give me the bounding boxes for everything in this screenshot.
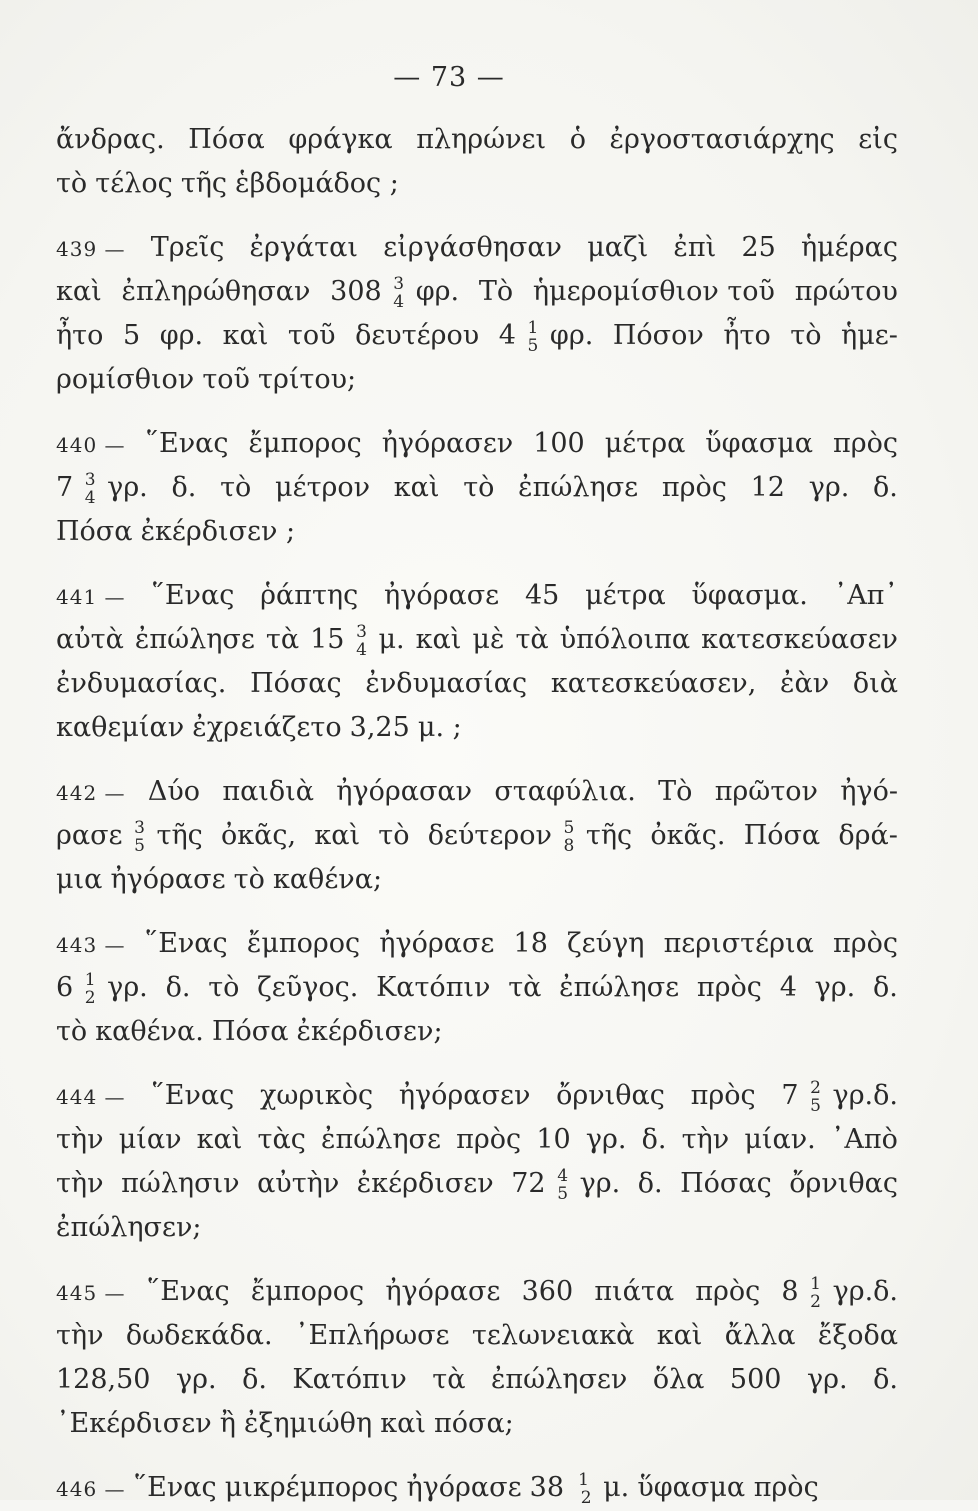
paragraph-gap xyxy=(56,1054,898,1074)
word: Τρεῖς xyxy=(150,232,225,263)
word: πρὸς xyxy=(456,1124,522,1155)
word: δ. xyxy=(171,472,197,503)
word: Πόσα xyxy=(743,820,821,851)
word: Δύο xyxy=(147,776,201,807)
word: τὸ xyxy=(56,168,88,199)
problem-number: 442 — xyxy=(56,781,126,805)
problem-number: 441 — xyxy=(56,585,126,609)
word: μ. ; xyxy=(417,712,462,743)
word: ἠγόρασε xyxy=(384,580,500,611)
fraction: 3 4 xyxy=(393,273,405,312)
word: μια xyxy=(56,864,103,895)
word: 72 4 5 γρ. xyxy=(511,1165,621,1204)
word: Πόσας xyxy=(680,1168,772,1199)
text-line xyxy=(56,858,898,902)
word: ῞Ενας xyxy=(144,928,228,959)
word: καθένα; xyxy=(272,864,383,895)
word: ἐπώλησεν xyxy=(490,1364,628,1395)
word: ἐπώλησε xyxy=(559,972,680,1003)
text-line xyxy=(56,618,898,662)
text-line xyxy=(56,706,898,750)
word: τὰ xyxy=(265,624,300,655)
word: ἐνδυμασίας. xyxy=(56,668,227,699)
word: ἄλλα xyxy=(724,1320,796,1351)
word: δ. xyxy=(165,972,191,1003)
fraction: 3 5 xyxy=(134,817,145,856)
text-line xyxy=(56,574,898,618)
text-line xyxy=(56,466,898,510)
word: ἔμπορος xyxy=(248,428,362,459)
word: Κατόπιν xyxy=(376,972,491,1003)
word: 12 xyxy=(750,472,785,503)
word: πόσα; xyxy=(434,1408,514,1439)
word: δ. xyxy=(873,972,898,1003)
word: τὴν xyxy=(681,1124,730,1155)
word: ὕφασμα πρὸς xyxy=(637,1472,819,1503)
text-line xyxy=(56,270,898,314)
word: πιάτα xyxy=(594,1276,675,1307)
word: ῞Ενας xyxy=(133,1472,217,1503)
word: πρὸς xyxy=(695,1276,761,1307)
word: πρὸς xyxy=(832,928,898,959)
problem-paragraph xyxy=(56,770,898,902)
word: καθεμίαν xyxy=(56,712,185,743)
fraction: 3 4 xyxy=(356,621,367,660)
paragraph-gap xyxy=(56,554,898,574)
word: τῆς xyxy=(180,168,228,199)
word: δ. xyxy=(641,1124,667,1155)
word: γρ. xyxy=(814,972,856,1003)
word: αὐτὴν xyxy=(257,1168,340,1199)
word: δεύτερον 5 8 τῆς xyxy=(427,817,633,856)
word: φρ. xyxy=(159,320,204,351)
word: ἐπώλησεν; xyxy=(56,1212,202,1243)
word: 100 xyxy=(533,428,585,459)
word: τὴν xyxy=(56,1320,104,1351)
problem-number: 444 — xyxy=(56,1085,126,1109)
word: ἠγόρασε xyxy=(385,1276,501,1307)
word: μίαν xyxy=(118,1124,182,1155)
text-line xyxy=(56,966,898,1010)
problem-number: 439 — xyxy=(56,237,126,261)
text-line xyxy=(56,1162,898,1206)
problem-number: 446 — xyxy=(56,1477,126,1501)
word: πρὸς xyxy=(690,1080,756,1111)
word: Πόσας xyxy=(250,668,342,699)
word: ἠγόρασε xyxy=(110,864,226,895)
word: δ. xyxy=(242,1364,267,1395)
word: ῥάπτης xyxy=(260,580,359,611)
word: αὐτὰ xyxy=(56,624,124,655)
fraction: 4 5 xyxy=(557,1165,569,1204)
word: 7 2 5 γρ.δ. xyxy=(781,1077,898,1116)
text-line xyxy=(56,1074,898,1118)
text-line xyxy=(56,1010,898,1054)
word: πρῶτον xyxy=(714,776,818,807)
word: καὶ xyxy=(393,472,440,503)
paragraph-gap xyxy=(56,750,898,770)
text-line xyxy=(56,162,898,206)
word: ἐκέρδισεν; xyxy=(296,1016,443,1047)
problem-paragraph xyxy=(56,118,898,206)
word: τὰ xyxy=(515,624,549,655)
word: τοῦ xyxy=(202,364,250,395)
word: ᾿Εκέρδισεν xyxy=(56,1408,212,1439)
word: μέτρα xyxy=(585,580,666,611)
word: τὸ xyxy=(378,820,410,851)
word: Τὸ xyxy=(658,776,693,807)
word: τὰς xyxy=(257,1124,306,1155)
word: σταφύλια. xyxy=(494,776,636,807)
word: ἠγόρασε xyxy=(406,1472,522,1503)
word: 5 xyxy=(122,320,141,351)
word: πρώτου xyxy=(794,276,898,307)
word: ᾿Απὸ xyxy=(830,1124,898,1155)
problem-paragraph xyxy=(56,226,898,402)
word: τὸ xyxy=(790,320,822,351)
word: 45 xyxy=(524,580,560,611)
word: 38 1 2 μ. xyxy=(529,1469,630,1508)
paragraph-gap xyxy=(56,206,898,226)
word: δωδεκάδα. xyxy=(125,1320,273,1351)
word: εἰργάσθησαν xyxy=(383,232,562,263)
word: τὴν xyxy=(56,1124,104,1155)
word: ὁ xyxy=(569,124,586,155)
word: καὶ xyxy=(222,320,269,351)
word: ζεύγη xyxy=(567,928,645,959)
word: πρὸς xyxy=(833,428,898,459)
word: ἦτο xyxy=(56,320,104,351)
page-text xyxy=(56,118,898,1510)
word: γρ. xyxy=(585,1124,627,1155)
text-line xyxy=(56,422,898,466)
paragraph-gap xyxy=(56,402,898,422)
word: ὄρνιθας xyxy=(789,1168,898,1199)
word: Πόσα xyxy=(56,516,133,547)
text-line xyxy=(56,814,898,858)
word: ἐκέρδισεν ; xyxy=(140,516,296,547)
word: ἐπὶ xyxy=(673,232,717,263)
word: καὶ xyxy=(56,276,102,307)
word: ἐξημιώθη xyxy=(244,1408,373,1439)
word: εἰς xyxy=(858,124,898,155)
word: μίαν. xyxy=(744,1124,816,1155)
word: ζεῦγος. xyxy=(257,972,359,1003)
word: καὶ xyxy=(380,1408,426,1439)
word: 4 xyxy=(779,972,797,1003)
text-line xyxy=(56,1206,898,1250)
word: τὸ xyxy=(233,864,265,895)
paragraph-gap xyxy=(56,1250,898,1270)
word: παιδιὰ xyxy=(222,776,314,807)
word: τὰ xyxy=(432,1364,466,1395)
problem-paragraph xyxy=(56,422,898,554)
word: ἡμέρας xyxy=(801,232,898,263)
word: δ. xyxy=(873,472,898,503)
word: ἔμπορος xyxy=(250,1276,365,1307)
word: δρά- xyxy=(838,820,898,851)
problem-number: 445 — xyxy=(56,1281,126,1305)
word: μέτρον xyxy=(275,472,371,503)
word: 8 1 2 γρ.δ. xyxy=(781,1273,898,1312)
problem-number: 440 — xyxy=(56,433,126,457)
word: ἡμερομίσθιον τοῦ xyxy=(532,276,775,307)
word: ρομίσθιον xyxy=(56,364,195,395)
word: πρὸς xyxy=(696,972,762,1003)
word: ἐκέρδισεν xyxy=(356,1168,494,1199)
text-line xyxy=(56,1402,898,1446)
word: τρίτου; xyxy=(258,364,357,395)
fraction: 5 8 xyxy=(563,817,575,856)
word: τὸ xyxy=(56,1016,88,1047)
word: γρ. xyxy=(806,1364,848,1395)
word: χωρικὸς xyxy=(260,1080,374,1111)
word: ἐνδυμασίας xyxy=(365,668,528,699)
problem-paragraph xyxy=(56,574,898,750)
word: καὶ xyxy=(196,1124,243,1155)
word: ἐπώλησε xyxy=(134,624,255,655)
word: ἐπώλησε xyxy=(518,472,639,503)
paragraph-gap xyxy=(56,1446,898,1466)
word: 10 xyxy=(536,1124,571,1155)
word: ὑπόλοιπα xyxy=(559,624,691,655)
word: ρασε 3 5 τῆς xyxy=(56,817,203,856)
word: τελωνειακὰ xyxy=(471,1320,635,1351)
text-line xyxy=(56,662,898,706)
page-number: — 73 — xyxy=(393,62,505,93)
text-line xyxy=(56,1270,898,1314)
word: μέτρα xyxy=(604,428,686,459)
word: ὀκᾶς, xyxy=(221,820,297,851)
word: κατεσκεύασεν xyxy=(701,624,898,655)
word: γρ. xyxy=(175,1364,217,1395)
word: Πόσον xyxy=(612,320,704,351)
word: ᾿Απ᾿ xyxy=(833,580,898,611)
word: δ. xyxy=(873,1364,898,1395)
word: 4 1 5 φρ. xyxy=(498,317,594,356)
text-line xyxy=(56,1314,898,1358)
fraction: 1 2 xyxy=(810,1273,821,1312)
word: καὶ xyxy=(415,624,462,655)
word: ᾿Επλήρωσε xyxy=(294,1320,450,1351)
word: τὴν xyxy=(56,1168,104,1199)
word: 360 xyxy=(521,1276,574,1307)
text-line xyxy=(56,1466,898,1510)
word: ἐπληρώθησαν xyxy=(121,276,311,307)
word: ῞Ενας xyxy=(145,428,229,459)
word: ὕφασμα. xyxy=(691,580,808,611)
word: πώλησιν xyxy=(121,1168,240,1199)
word: κατεσκεύασεν, xyxy=(550,668,757,699)
word: ῞Ενας xyxy=(146,1276,230,1307)
problem-paragraph xyxy=(56,1074,898,1250)
word: ὕφασμα xyxy=(705,428,814,459)
word: τὸ xyxy=(463,472,495,503)
word: πρὸς xyxy=(661,472,727,503)
fraction: 1 2 xyxy=(84,969,96,1008)
word: καὶ xyxy=(314,820,361,851)
word: μικρέμπορος xyxy=(224,1472,399,1503)
problem-number: 443 — xyxy=(56,933,126,957)
word: Τὸ xyxy=(478,276,514,307)
word: ἐπώλησε xyxy=(321,1124,441,1155)
word: τοῦ xyxy=(287,320,336,351)
word: τὸ xyxy=(220,472,252,503)
word: γρ. xyxy=(808,472,850,503)
word: τέλος xyxy=(95,168,173,199)
word: περιστέρια xyxy=(663,928,814,959)
word: ἐὰν xyxy=(780,668,830,699)
fraction: 3 4 xyxy=(84,469,96,508)
word: μαζὶ xyxy=(587,232,649,263)
word: ῞Ενας xyxy=(151,580,235,611)
text-line xyxy=(56,510,898,554)
word: ἄνδρας. xyxy=(56,124,165,155)
text-line xyxy=(56,314,898,358)
problem-paragraph xyxy=(56,922,898,1054)
word: ἢ xyxy=(219,1408,236,1439)
text-line xyxy=(56,1118,898,1162)
text-line xyxy=(56,1358,898,1402)
word: δ. xyxy=(637,1168,663,1199)
word: ἐργάται xyxy=(249,232,359,263)
word: δευτέρου xyxy=(355,320,480,351)
word: ἔμπορος xyxy=(246,928,361,959)
word: Κατόπιν xyxy=(292,1364,407,1395)
word: Πόσα xyxy=(211,1016,289,1047)
word: ἠγόρασε xyxy=(379,928,495,959)
word: 25 xyxy=(741,232,776,263)
word: ἠγό- xyxy=(840,776,898,807)
word: τὰ xyxy=(508,972,542,1003)
word: 308 3 4 φρ. xyxy=(330,273,460,312)
word: καθένα. xyxy=(95,1016,204,1047)
word: ὄρνιθας xyxy=(556,1080,665,1111)
fraction: 2 5 xyxy=(810,1077,821,1116)
fraction: 1 2 xyxy=(578,1469,592,1508)
text-line xyxy=(56,358,898,402)
paragraph-gap xyxy=(56,902,898,922)
word: 18 xyxy=(513,928,548,959)
word: 3,25 xyxy=(349,712,410,743)
word: διὰ xyxy=(852,668,898,699)
word: ἠγόρασαν xyxy=(336,776,473,807)
word: 15 3 4 μ. xyxy=(310,621,405,660)
word: ἦτο xyxy=(723,320,771,351)
word: 500 xyxy=(729,1364,782,1395)
word: ῞Ενας xyxy=(151,1080,235,1111)
word: 6 1 2 γρ. xyxy=(56,969,148,1008)
word: καὶ xyxy=(656,1320,703,1351)
word: ἐργοστασιάρχης xyxy=(609,124,835,155)
text-line xyxy=(56,770,898,814)
text-line xyxy=(56,922,898,966)
problem-paragraph xyxy=(56,1270,898,1446)
word: ἠγόρασεν xyxy=(398,1080,531,1111)
word: Πόσα xyxy=(188,124,265,155)
fraction: 1 5 xyxy=(527,317,539,356)
word: ἑβδομάδος ; xyxy=(235,168,399,199)
word: φράγκα xyxy=(288,124,393,155)
text-line xyxy=(56,226,898,270)
word: ἡμε- xyxy=(841,320,898,351)
word: μὲ xyxy=(472,624,505,655)
problem-paragraph xyxy=(56,1466,898,1510)
word: ὀκᾶς. xyxy=(650,820,726,851)
word: τὸ xyxy=(208,972,240,1003)
word: ὅλα xyxy=(652,1364,705,1395)
word: ἠγόρασεν xyxy=(381,428,514,459)
word: 128,50 xyxy=(56,1364,151,1395)
word: 7 3 4 γρ. xyxy=(56,469,148,508)
word: ἐχρειάζετο xyxy=(192,712,342,743)
word: ἔξοδα xyxy=(817,1320,898,1351)
word: πληρώνει xyxy=(416,124,547,155)
text-line xyxy=(56,118,898,162)
